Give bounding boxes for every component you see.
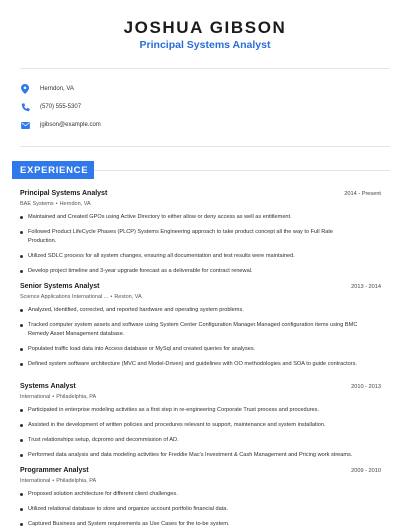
list-item bbox=[20, 406, 360, 415]
contact-location bbox=[20, 83, 74, 95]
list-item bbox=[20, 306, 360, 315]
list-item bbox=[20, 451, 360, 460]
job-dates: 2013 - 2014 bbox=[351, 284, 381, 290]
bullet-text: Populated traffic load data into Access database or MySql and created queries for analyses. bbox=[28, 346, 256, 352]
bullet-text: Trust relationships setup, dcpromo and decommission of AD. bbox=[28, 437, 179, 443]
bullet-text: Assisted in the development of written policies and procedures relevant to support, maintenance and system installation. bbox=[28, 422, 326, 428]
list-item bbox=[20, 520, 360, 529]
phone-text: (570) 555-5307 bbox=[40, 104, 82, 110]
list-item bbox=[20, 267, 360, 276]
list-item bbox=[20, 490, 360, 499]
bullet-text: Proposed solution architecture for different client challenges. bbox=[28, 491, 178, 497]
job-company-line: Science Applications International ... • Reston, VA bbox=[20, 294, 142, 300]
divider bbox=[20, 68, 390, 69]
job-location: Herndon, VA bbox=[59, 201, 91, 207]
list-item bbox=[20, 360, 360, 369]
job-company: International bbox=[20, 394, 51, 400]
job-company-line: International • Philadelphia, PA bbox=[20, 478, 97, 484]
bullet-text: Performed data analysis and data modeling activities for Freddie Mac's Investment & Cash Management and Pricing work streams. bbox=[28, 452, 353, 458]
list-item bbox=[20, 345, 360, 354]
bullet-text: Analyzed, identified, corrected, and reported hardware and operating system problems. bbox=[28, 307, 244, 313]
job-company-line: BAE Systems • Herndon, VA bbox=[20, 201, 91, 207]
job-dates: 2009 - 2010 bbox=[351, 468, 381, 474]
email-text: jgibson@example.com bbox=[40, 122, 101, 128]
bullet-text: Develop project timeline and 3-year upgrade forecast as a deliverable for contract renewal. bbox=[28, 268, 253, 274]
bullet-text: Captured Business and System requirements as Use Cases for the to-be system. bbox=[28, 521, 230, 527]
bullet-text: Followed Product LifeCycle Phases (PLCP) Systems Engineering approach to take product concept all the way to Full Rate Production. bbox=[28, 229, 334, 244]
job-title: Programmer Analyst bbox=[20, 467, 89, 474]
bullet-text: Utilized SDLC process for all system changes, ensuring all documentation and test results were maintained. bbox=[28, 253, 295, 259]
job-title: Principal Systems Analyst bbox=[20, 190, 108, 197]
job-location: Reston, VA bbox=[114, 294, 142, 300]
bullet-text: Maintained and Created GPOs using Active Directory to either allow or deny access as well as entitlement. bbox=[28, 214, 292, 220]
bullet-text: Defined system software architecture (MVC and Model-Driven) and guidelines with OO methodologies and SOA to guide contractors. bbox=[28, 361, 357, 367]
divider bbox=[20, 146, 390, 147]
job-location: Philadelphia, PA bbox=[56, 478, 97, 484]
job-company: Science Applications International ... bbox=[20, 294, 109, 300]
job-location: Philadelphia, PA bbox=[56, 394, 97, 400]
candidate-name: JOSHUA GIBSON bbox=[123, 18, 287, 37]
contact-email bbox=[20, 119, 101, 131]
list-item bbox=[20, 228, 360, 245]
job-company: International bbox=[20, 478, 51, 484]
job-company: BAE Systems bbox=[20, 201, 54, 207]
job-dates: 2010 - 2013 bbox=[351, 384, 381, 390]
candidate-title: Principal Systems Analyst bbox=[139, 39, 271, 51]
list-item bbox=[20, 321, 360, 338]
list-item bbox=[20, 421, 360, 430]
job-dates: 2014 - Present bbox=[344, 191, 381, 197]
list-item bbox=[20, 505, 360, 514]
list-item bbox=[20, 436, 360, 445]
experience-section-header: EXPERIENCE bbox=[12, 161, 94, 179]
list-item bbox=[20, 213, 360, 222]
section-divider bbox=[94, 170, 390, 171]
email-icon bbox=[20, 120, 30, 130]
contact-phone bbox=[20, 101, 81, 113]
bullet-text: Utilized relational database to store and organize account portfolio financial data. bbox=[28, 506, 228, 512]
location-text: Herndon, VA bbox=[40, 86, 74, 92]
job-company-line: International • Philadelphia, PA bbox=[20, 394, 97, 400]
job-title: Systems Analyst bbox=[20, 383, 76, 390]
list-item bbox=[20, 252, 360, 261]
location-pin-icon bbox=[20, 84, 30, 94]
job-title: Senior Systems Analyst bbox=[20, 283, 100, 290]
bullet-text: Participated in enterprise modeling activities as a first step in re-engineering Corporate Trust process and procedures. bbox=[28, 407, 320, 413]
bullet-text: Tracked computer system assets and software using System Center Configuration Manager.Managed configuration items using BMC Remedy Asset Management database. bbox=[28, 322, 358, 337]
phone-icon bbox=[20, 102, 30, 112]
